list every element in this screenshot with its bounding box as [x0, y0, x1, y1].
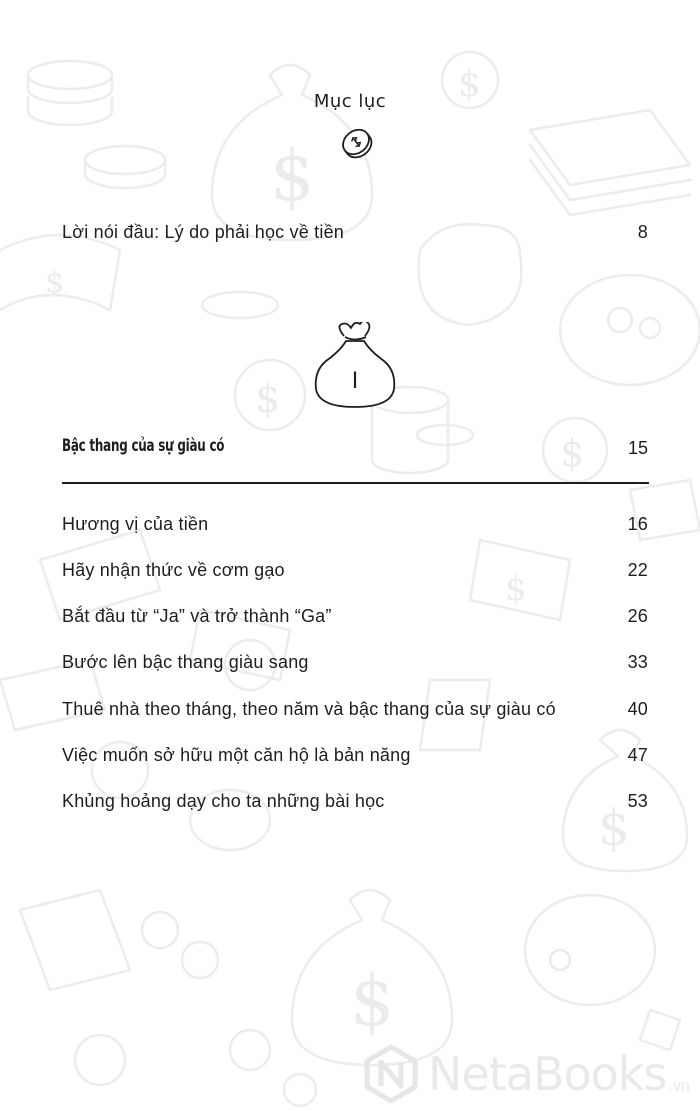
entry-page: 47	[627, 745, 648, 765]
entry-title: Thuê nhà theo tháng, theo năm và bậc thang của sự giàu có	[62, 699, 556, 719]
entry-title: Bước lên bậc thang giàu sang	[62, 652, 309, 672]
toc-entry[interactable]	[62, 745, 648, 766]
watermark-brand: NetaBooks	[428, 1047, 667, 1101]
coin-icon	[339, 125, 373, 159]
entry-page: 40	[627, 699, 648, 719]
entry-page: 22	[627, 560, 648, 580]
svg-text:$: $	[350, 960, 395, 1042]
part-numeral: I	[351, 369, 359, 394]
toc-title: Mục lục	[313, 91, 387, 112]
toc-entry[interactable]	[62, 699, 648, 720]
svg-text:$: $	[598, 799, 630, 857]
entry-title: Việc muốn sở hữu một căn hộ là bản năng	[62, 745, 411, 765]
entry-page: 53	[627, 791, 648, 811]
entry-title: Bắt đầu từ “Ja” và trở thành “Ga”	[62, 606, 332, 626]
part-page: 15	[627, 438, 648, 458]
svg-text:$: $	[255, 376, 281, 422]
divider	[62, 482, 649, 484]
entry-page: 16	[627, 514, 648, 534]
entry-title: Hãy nhận thức về cơm gạo	[62, 560, 285, 580]
watermark-suffix: .vn	[668, 1078, 690, 1095]
entry-title: Khủng hoảng dạy cho ta những bài học	[62, 791, 385, 811]
entry-title: Hương vị của tiền	[62, 514, 209, 534]
toc-entry[interactable]	[62, 560, 648, 581]
money-bag-icon	[312, 322, 398, 412]
svg-text:$: $	[505, 569, 527, 609]
netabooks-logo-icon	[362, 1044, 420, 1104]
toc-entry[interactable]	[62, 652, 648, 673]
svg-text:$: $	[270, 135, 315, 217]
watermark	[362, 1044, 690, 1104]
svg-text:$: $	[45, 265, 65, 300]
entry-page: 26	[627, 606, 648, 626]
entry-page: 8	[637, 222, 648, 242]
toc-entry[interactable]	[62, 791, 648, 812]
entry-page: 33	[627, 652, 648, 672]
svg-text:$: $	[560, 431, 585, 475]
toc-entry-foreword[interactable]	[62, 222, 648, 243]
toc-entry[interactable]	[62, 606, 648, 627]
toc-entry[interactable]	[62, 514, 648, 535]
entry-title: Lời nói đầu: Lý do phải học về tiền	[62, 222, 344, 242]
svg-text:$: $	[458, 64, 481, 105]
part-title[interactable]: Bậc thang của sự giàu có	[62, 436, 225, 456]
